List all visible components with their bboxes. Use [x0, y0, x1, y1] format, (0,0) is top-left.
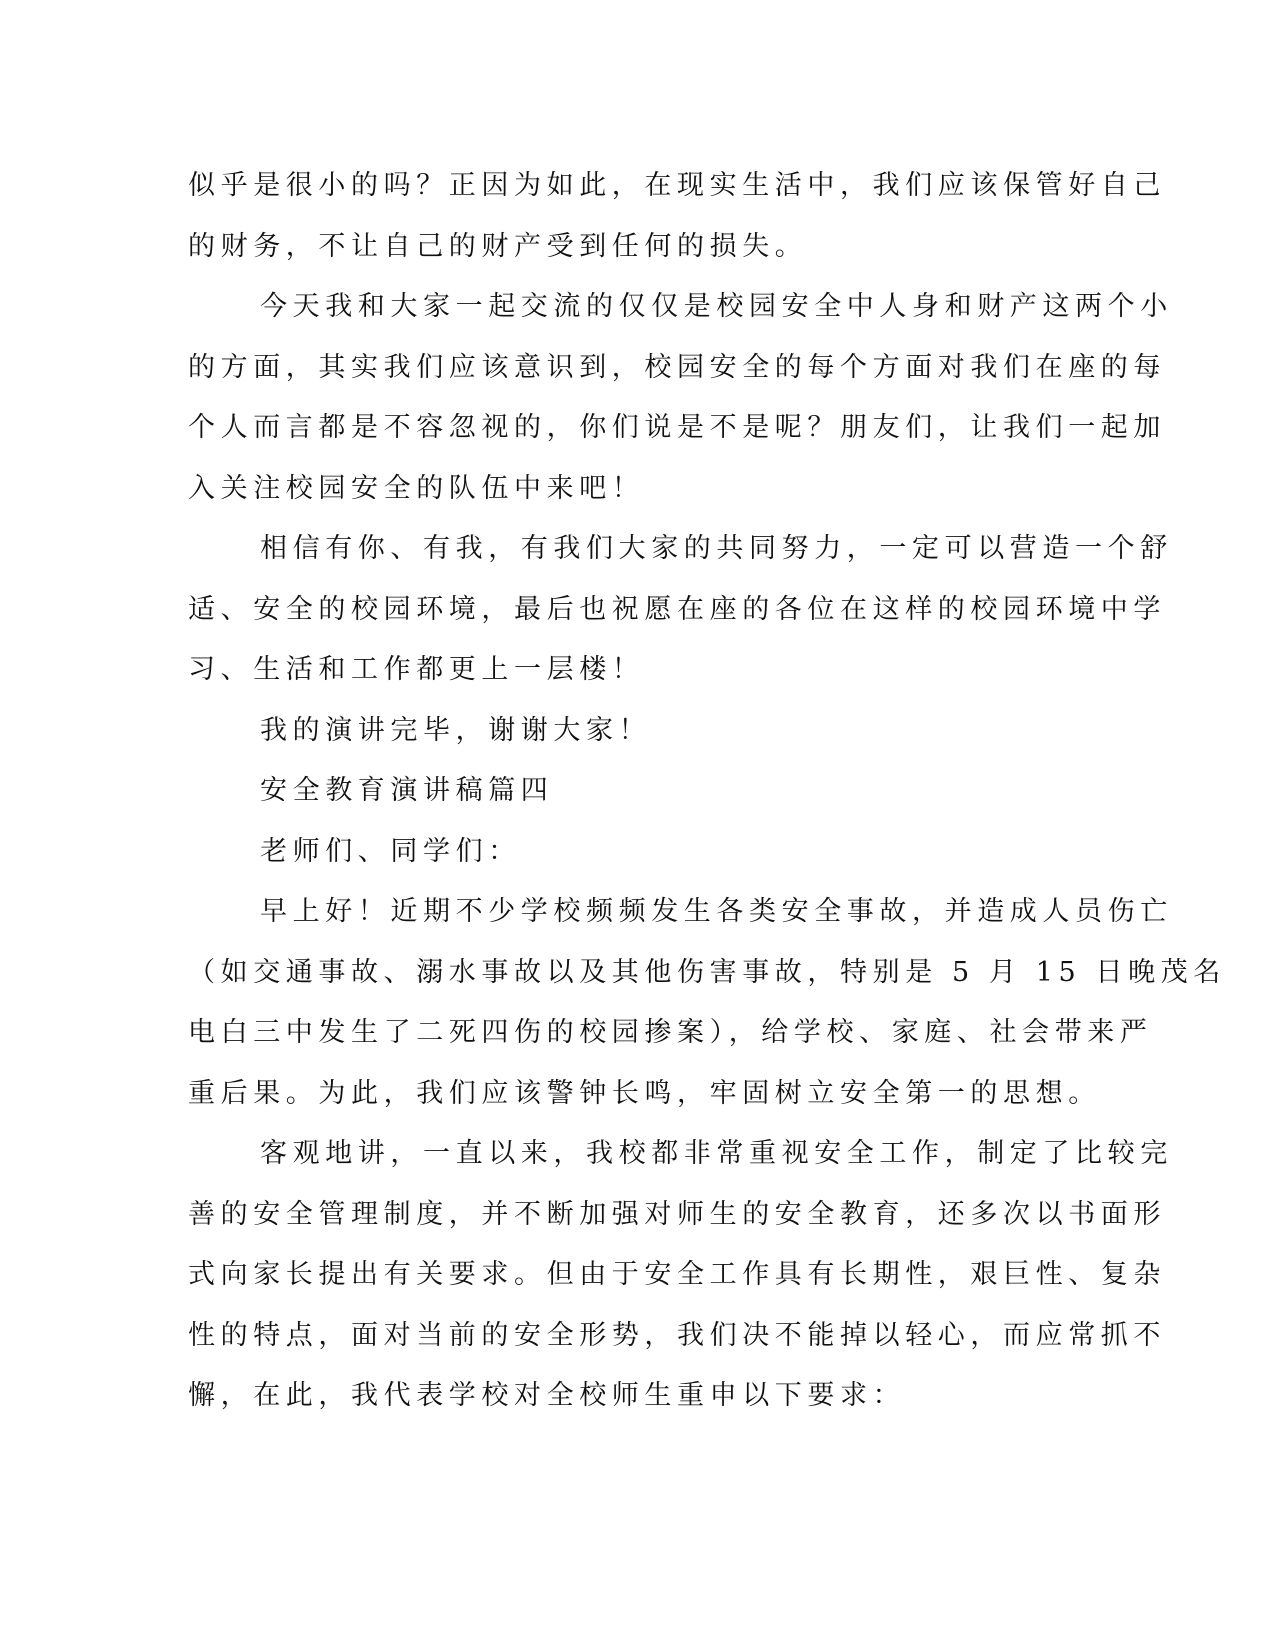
text-line: 客观地讲，一直以来，我校都非常重视安全工作，制定了比较完 — [260, 1138, 1173, 1169]
text-line: 相信有你、有我，有我们大家的共同努力，一定可以营造一个舒 — [260, 533, 1173, 564]
text-line: 性的特点，面对当前的安全形势，我们决不能掉以轻心，而应常抓不 — [188, 1319, 1166, 1351]
text-line: 重后果。为此，我们应该警钟长鸣，牢固树立安全第一的思想。 — [188, 1077, 1101, 1109]
text-line: 早上好！近期不少学校频频发生各类安全事故，并造成人员伤亡 — [260, 896, 1173, 927]
text-line: 我的演讲完毕，谢谢大家！ — [260, 714, 652, 746]
document-body — [188, 156, 1226, 1427]
text-line: （如交通事故、溺水事故以及其他伤害事故，特别是 5 月 15 日晚茂名 — [188, 956, 1226, 988]
text-line: 式向家长提出有关要求。但由于安全工作具有长期性，艰巨性、复杂 — [188, 1259, 1166, 1290]
section-heading: 安全教育演讲稿篇四 — [260, 775, 554, 806]
text-line: 习、生活和工作都更上一层楼！ — [188, 654, 645, 685]
salutation: 老师们、同学们： — [260, 835, 521, 867]
text-line: 善的安全管理制度，并不断加强对师生的安全教育，还多次以书面形 — [188, 1198, 1166, 1230]
text-line: 的方面，其实我们应该意识到，校园安全的每个方面对我们在座的每 — [188, 351, 1166, 383]
text-line: 入关注校园安全的队伍中来吧！ — [188, 472, 645, 504]
text-line: 今天我和大家一起交流的仅仅是校园安全中人身和财产这两个小 — [260, 291, 1173, 322]
text-line: 似乎是很小的吗？正因为如此，在现实生活中，我们应该保管好自己 — [188, 170, 1166, 201]
text-line: 个人而言都是不容忽视的，你们说是不是呢？朋友们，让我们一起加 — [188, 412, 1166, 443]
text-line: 懈，在此，我代表学校对全校师生重申以下要求： — [188, 1380, 906, 1411]
text-line: 适、安全的校园环境，最后也祝愿在座的各位在这样的校园环境中学 — [188, 593, 1166, 625]
text-line: 电白三中发生了二死四伤的校园掺案），给学校、家庭、社会带来严 — [188, 1017, 1153, 1048]
text-line: 的财务，不让自己的财产受到任何的损失。 — [188, 230, 808, 262]
